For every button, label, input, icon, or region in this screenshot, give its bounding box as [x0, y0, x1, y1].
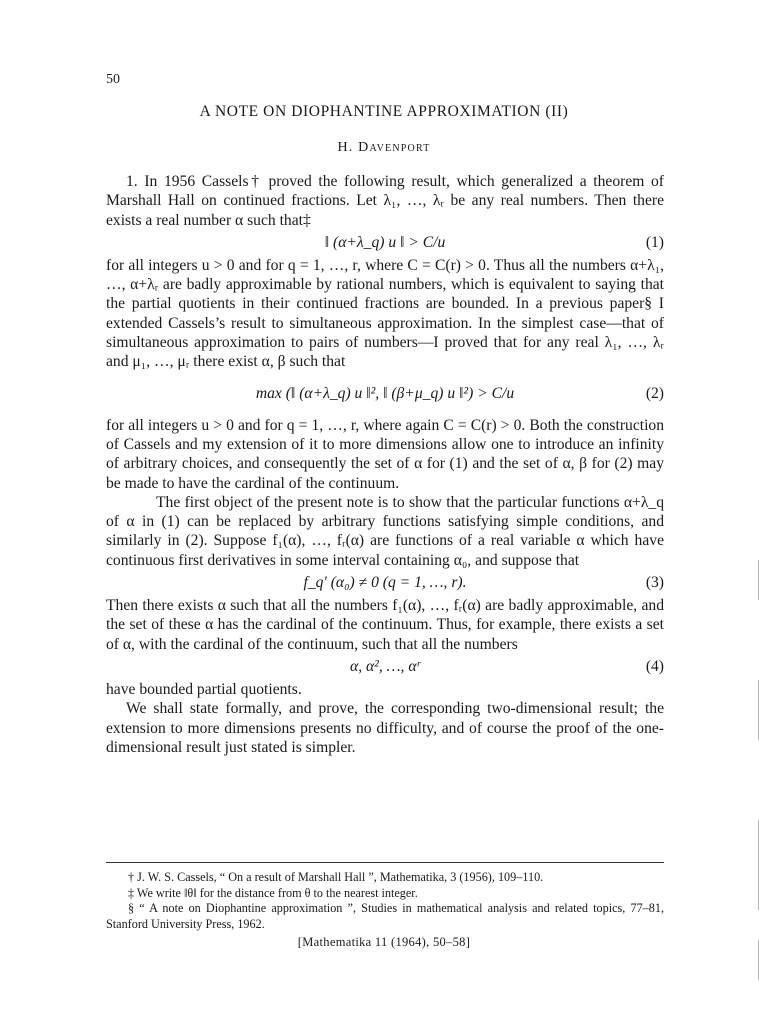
- scan-mark: [758, 680, 759, 740]
- equation-1-formula: ‖ (α+λ_q) u ‖ > C/u: [324, 233, 446, 251]
- paragraph-bounded-quotients: have bounded partial quotients.: [106, 680, 302, 698]
- footnote-dagger: † J. W. S. Cassels, “ On a result of Marshall Hall ”, Mathematika, 3 (1956), 109–110.: [128, 870, 544, 884]
- equation-2-number: (2): [645, 384, 664, 402]
- main-text: [106, 172, 664, 757]
- scan-mark: [758, 820, 759, 910]
- paragraph-cardinal: for all integers u > 0 and for q = 1, …, r, where again C = C(r) > 0. Both the construction of Cassels and my extension of it to more dimensions allow one to introduce an infinity of arbitrary choices, and consequently the set of α for (1) and the set of α, β for (2) may be made to have the cardinal of the continuum.: [106, 416, 664, 492]
- equation-4: [106, 656, 664, 678]
- equation-1: [106, 232, 664, 254]
- page-number: 50: [106, 72, 120, 87]
- equation-2: [106, 378, 664, 410]
- paragraph-badly-approximable: for all integers u > 0 and for q = 1, …, r, where C = C(r) > 0. Thus all the numbers α+λ₁, …, α+λᵣ are badly approximable by rational numbers, which is equivalent to saying that the partial quotients in their continued fractions are bounded. In a previous paper§ I extended Cassels’s result to simultaneous approximation. In the simplest case—that of simultaneous approximation to pairs of numbers—I proved that for any real λ₁, …, λᵣ and μ₁, …, μᵣ there exist α, β such that: [106, 256, 664, 371]
- journal-citation: [Mathematika 11 (1964), 50–58]: [297, 935, 471, 949]
- paper-author: H. Davenport: [337, 140, 431, 155]
- scan-mark: [758, 560, 759, 600]
- paragraph-intro: 1. In 1956 Cassels† proved the following result, which generalized a theorem of Marshall Hall on continued fractions. Let λ₁, …, λᵣ be any real numbers. Then there exists a real number α such that‡: [106, 173, 664, 229]
- equation-4-number: (4): [645, 657, 664, 675]
- footnote-rule: [106, 862, 664, 863]
- footnote-section: § “ A note on Diophantine approximation ”, Studies in mathematical analysis and related topics, 77–81, Stanford University Press, 1962.: [106, 901, 664, 931]
- scan-mark: [758, 940, 759, 980]
- paragraph-first-object: The first object of the present note is to show that the particular functions α+λ_q of α in (1) can be replaced by arbitrary functions satisfying simple conditions, and similarly in (2). Suppose f₁(α), …, fᵣ(α) are functions of a real variable α which have continuous first derivatives in some interval containing α₀, and suppose that: [106, 493, 664, 569]
- equation-4-formula: α, α², …, αʳ: [350, 657, 420, 675]
- footnotes: [106, 870, 664, 932]
- paragraph-then-there-exists: Then there exists α such that all the numbers f₁(α), …, fᵣ(α) are badly approximable, and the set of these α has the cardinal of the continuum. Thus, for example, there exists a set of α, with the cardinal of the continuum, such that all the numbers: [106, 597, 664, 653]
- paper-title: A NOTE ON DIOPHANTINE APPROXIMATION (II): [199, 103, 569, 120]
- equation-3-number: (3): [645, 574, 664, 592]
- footnote-double-dagger: ‡ We write ‖θ‖ for the distance from θ to the nearest integer.: [128, 885, 418, 900]
- equation-2-formula: max (‖ (α+λ_q) u ‖², ‖ (β+μ_q) u ‖²) > C/u: [255, 384, 515, 402]
- equation-1-number: (1): [645, 233, 664, 251]
- scan-edge-marks: [756, 560, 762, 990]
- equation-3-formula: f_q′ (α₀) ≠ 0 (q = 1, …, r).: [303, 574, 467, 592]
- paragraph-two-dimensional: We shall state formally, and prove, the corresponding two-dimensional result; the extension to more dimensions presents no difficulty, and of course the proof of the one-dimensional result just stated is simpler.: [106, 700, 664, 756]
- equation-3: [106, 572, 664, 594]
